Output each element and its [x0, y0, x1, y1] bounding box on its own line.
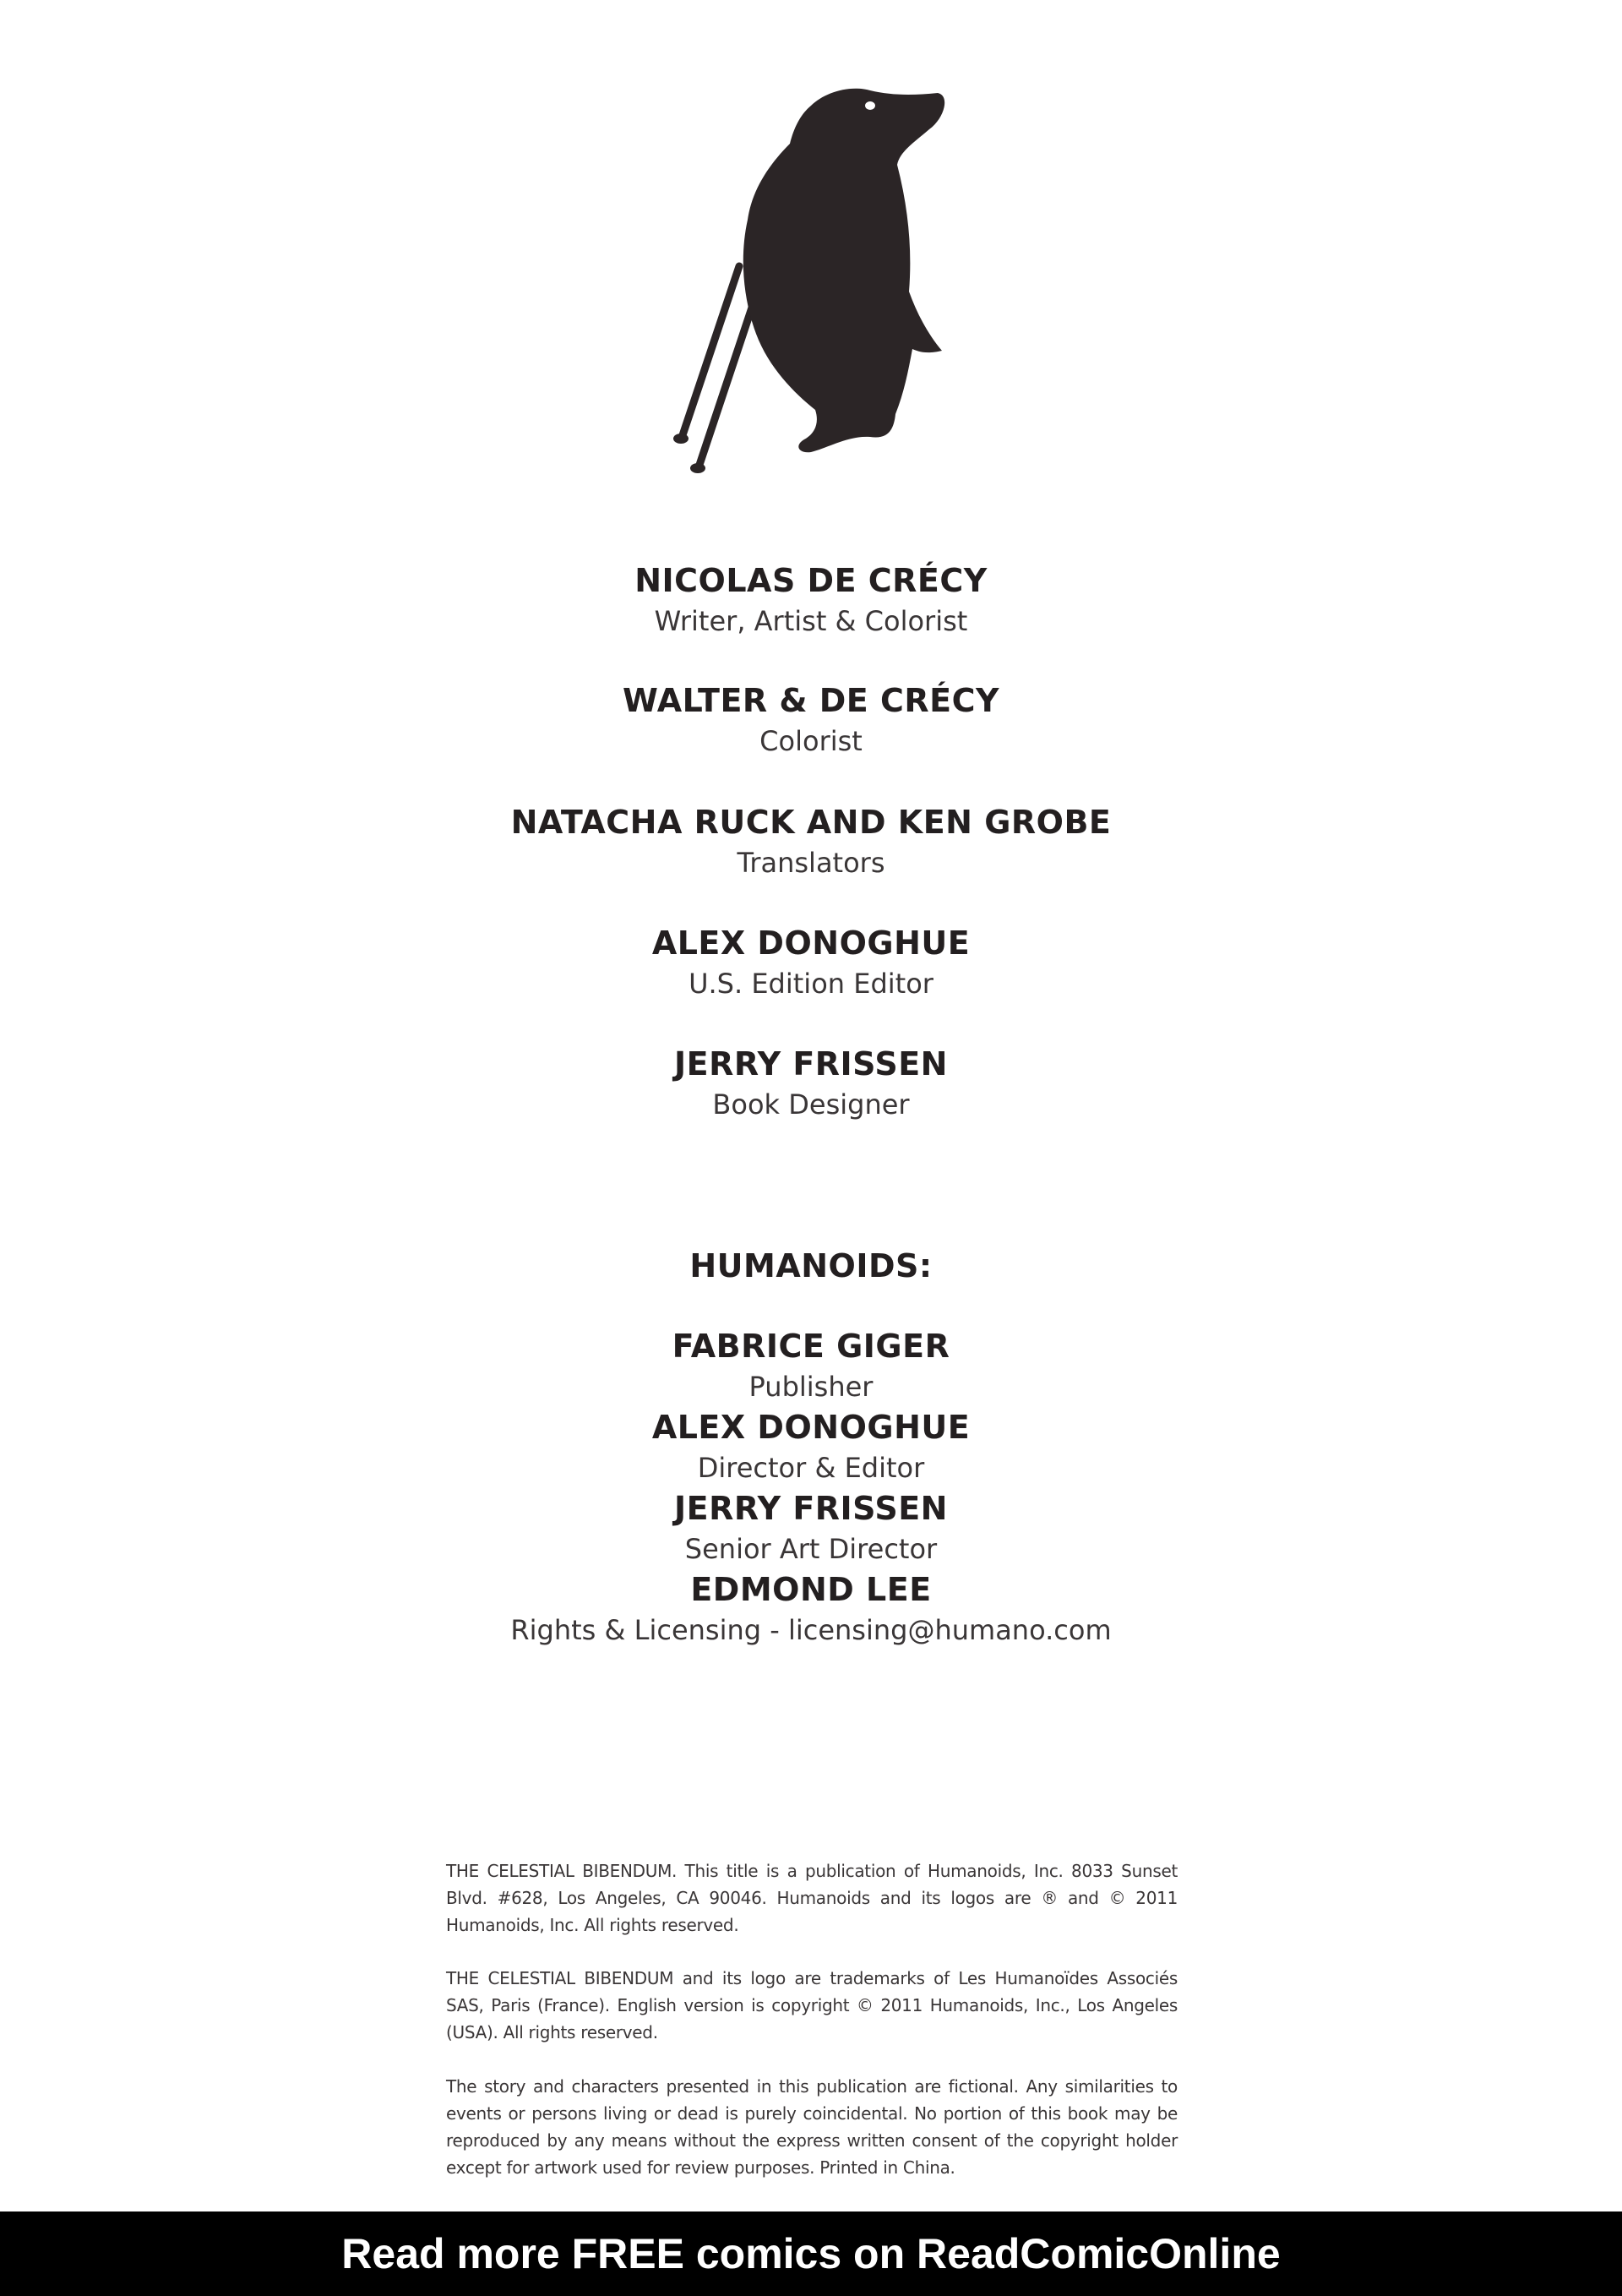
staff-name: ALEX DONOGHUE — [651, 1409, 971, 1446]
credit-role: Writer, Artist & Colorist — [654, 605, 968, 637]
staff-role: Director & Editor — [697, 1452, 925, 1484]
humanoids-staff-list — [0, 1326, 1622, 1650]
staff-role: Senior Art Director — [684, 1533, 938, 1565]
credit-designer — [0, 1044, 1622, 1125]
legal-paragraph-disclaimer: The story and characters presented in this publication are fictional. Any similarities to events or persons living or dead is purely coincidental. No portion of this book may be reproduced by any means without the express written consent of the copyright holder except for artwork used for review purposes. Printed in China. — [446, 2076, 1178, 2178]
credit-name: NATACHA RUCK AND KEN GROBE — [510, 804, 1112, 841]
credit-colorist — [0, 680, 1622, 761]
read-more-banner[interactable] — [0, 2211, 1622, 2296]
credit-role: Translators — [737, 847, 885, 879]
staff-name: EDMOND LEE — [690, 1571, 932, 1608]
credit-editor — [0, 923, 1622, 1004]
credit-role: Colorist — [759, 725, 863, 757]
credit-writer — [0, 560, 1622, 641]
credit-name: NICOLAS DE CRÉCY — [634, 562, 988, 599]
credit-name: ALEX DONOGHUE — [651, 924, 971, 962]
credit-role: U.S. Edition Editor — [689, 968, 933, 1000]
credit-name: WALTER & DE CRÉCY — [622, 682, 1000, 719]
legal-paragraph-publication: THE CELESTIAL BIBENDUM. This title is a publication of Humanoids, Inc. 8033 Sunset Blvd. #628, Los Angeles, CA 90046. Humanoids and its logos are ® and © 2011 Humanoids, Inc. All rights reserved. — [446, 1861, 1178, 1935]
staff-role: Publisher — [748, 1371, 874, 1403]
humanoids-heading: HUMANOIDS: — [689, 1247, 933, 1284]
credit-name: JERRY FRISSEN — [674, 1045, 948, 1083]
legal-paragraph-trademarks: THE CELESTIAL BIBENDUM and its logo are trademarks of Les Humanoïdes Associés SAS, Paris (France). English version is copyright © 2011 Humanoids, Inc., Los Angeles (USA). All rights reserved. — [446, 1968, 1178, 2042]
humanoids-heading-block — [0, 1246, 1622, 1286]
seal-silhouette-illustration — [659, 80, 963, 477]
staff-role: Rights & Licensing - licensing@humano.com — [510, 1614, 1112, 1646]
credit-translators — [0, 802, 1622, 883]
staff-name: FABRICE GIGER — [672, 1328, 950, 1365]
banner-text[interactable]: Read more FREE comics on ReadComicOnline — [341, 2230, 1281, 2277]
staff-name: JERRY FRISSEN — [674, 1490, 948, 1527]
credit-role: Book Designer — [712, 1088, 910, 1121]
